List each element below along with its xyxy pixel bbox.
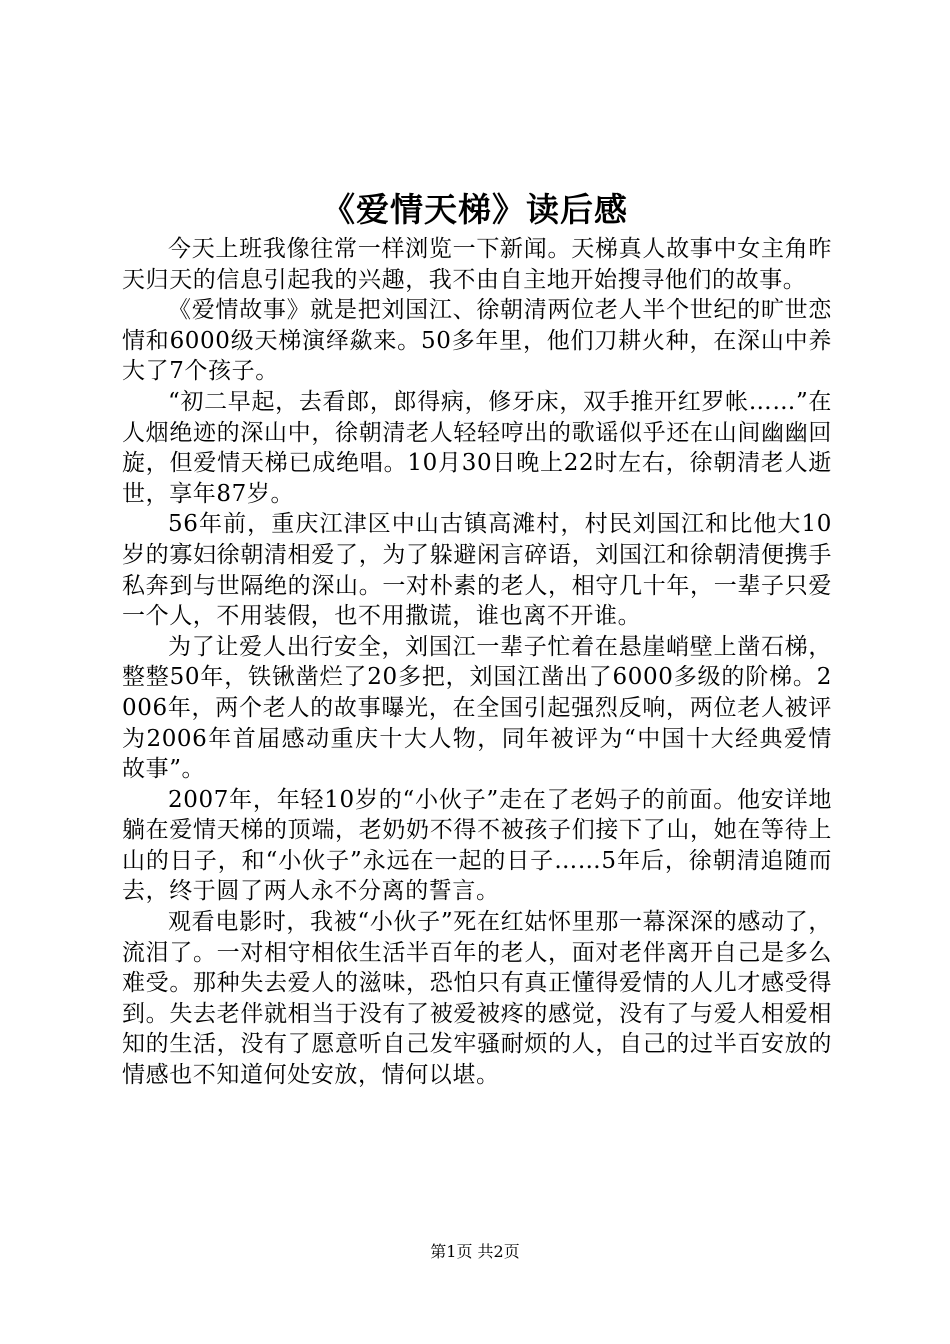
page-title: 《爱情天梯》读后感 <box>322 190 628 229</box>
paragraph: 为了让爱人出行安全，刘国江一辈子忙着在悬崖峭壁上凿石梯，整整50年，铁锹凿烂了20多把，刘国江凿出了6000多级的阶梯。2006年，两个老人的故事曝光，在全国引起强烈反响，两位老人被评为2006年首届感动重庆十大人物，同年被评为“中国十大经典爱情故事”。 <box>122 633 832 783</box>
document-body <box>122 234 832 1091</box>
paragraph: 2007年，年轻10岁的“小伙子”走在了老妈子的前面。他安详地躺在爱情天梯的顶端，老奶奶不得不被孩子们接下了山，她在等待上山的日子，和“小伙子”永远在一起的日子……5年后，徐朝清追随而去，终于圆了两人永不分离的誓言。 <box>122 786 832 905</box>
paragraph: 《爱情故事》就是把刘国江、徐朝清两位老人半个世纪的旷世恋情和6000级天梯演绎歘来。50多年里，他们刀耕火种，在深山中养大了7个孩子。 <box>122 297 832 385</box>
paragraph: 56年前，重庆江津区中山古镇高滩村，村民刘国江和比他大10岁的寡妇徐朝清相爱了，为了躲避闲言碎语，刘国江和徐朝清便携手私奔到与世隔绝的深山。一对朴素的老人，相守几十年，一辈子只爱一个人，不用装假，也不用撒谎，谁也离不开谁。 <box>122 511 832 630</box>
paragraph: 今天上班我像往常一样浏览一下新闻。天梯真人故事中女主角昨天归天的信息引起我的兴趣，我不由自主地开始搜寻他们的故事。 <box>122 236 832 293</box>
page-number-footer: 第1页 共2页 <box>430 1242 520 1261</box>
paragraph: “初二早起，去看郎，郎得病，修牙床，双手推开红罗帐……”在人烟绝迹的深山中，徐朝清老人轻轻哼出的歌谣似乎还在山间幽幽回旋，但爱情天梯已成绝唱。10月30日晚上22时左右，徐朝清老人逝世，享年87岁。 <box>122 388 832 507</box>
paragraph: 观看电影时，我被“小伙子”死在红姑怀里那一幕深深的感动了，流泪了。一对相守相依生活半百年的老人，面对老伴离开自己是多么难受。那种失去爱人的滋味，恐怕只有真正懂得爱情的人儿才感受得到。失去老伴就相当于没有了被爱被疼的感觉，没有了与爱人相爱相知的生活，没有了愿意听自己发牢骚耐烦的人，自己的过半百安放的情感也不知道何处安放，情何以堪。 <box>122 909 832 1089</box>
